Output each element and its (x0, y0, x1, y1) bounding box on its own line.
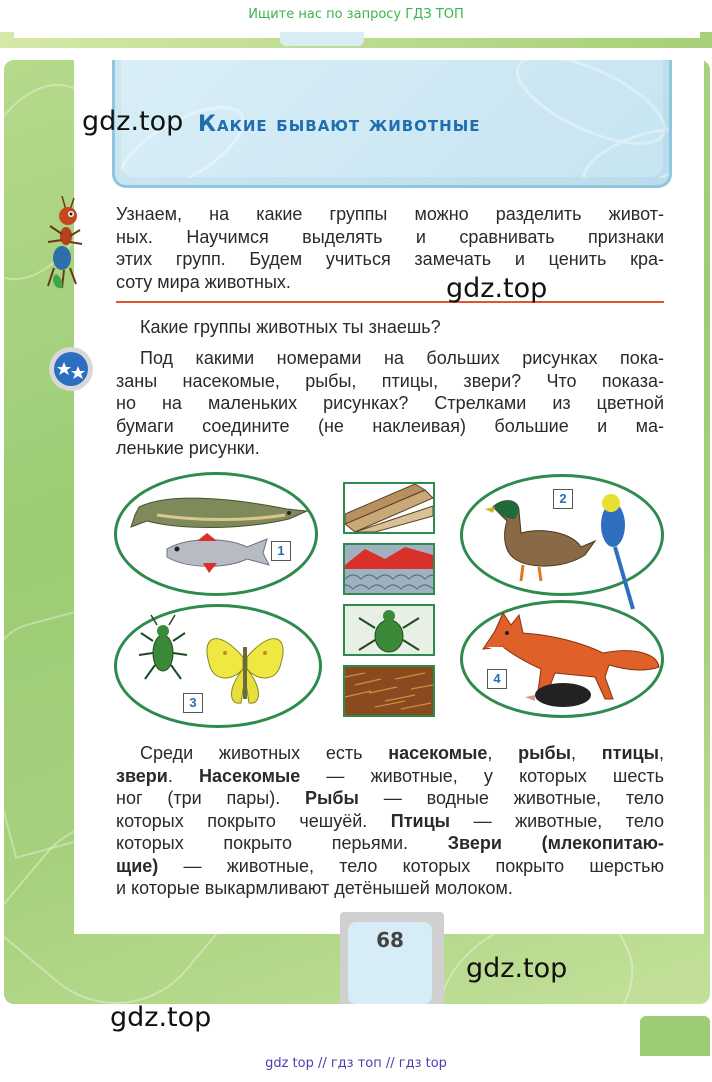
footer-text: gdz top // гдз топ // гдз top (265, 1056, 447, 1071)
summary-text: , (571, 743, 602, 763)
term-highlight: Птицы (390, 810, 451, 831)
mammals-picture (460, 600, 664, 718)
intro-line: ных. Научимся выделять и сравнивать признаки (116, 226, 664, 247)
section-divider (116, 301, 664, 303)
picture-number: 3 (183, 693, 203, 713)
task-line: бумаги соедините (не наклеивая) большие и ма- (116, 415, 664, 436)
summary-text: которых покрыто чешуёй. (116, 810, 391, 831)
summary-text: — водные животные, тело (358, 788, 664, 808)
previous-page-edge (0, 32, 712, 48)
summary-line (116, 855, 664, 878)
summary-text: которых покрыто перьями. (116, 833, 448, 853)
summary-text: , (487, 743, 519, 763)
top-banner (0, 0, 712, 34)
task-line: Под какими номерами на больших рисунках пока- (140, 348, 664, 368)
intro-line: Узнаем, на какие группы можно разделить живот- (116, 204, 664, 224)
intro-line: соту мира животных. (116, 271, 291, 292)
task-line: ленькие рисунки. (116, 438, 260, 458)
summary-line (116, 742, 664, 765)
picture-number: 4 (487, 669, 507, 689)
summary-text: — животные, тело (450, 810, 664, 831)
picture-number: 1 (271, 541, 291, 561)
watermark: gdz.top (110, 1002, 212, 1033)
term-highlight: рыбы (518, 743, 572, 763)
summary-line (116, 787, 664, 810)
birds-picture (460, 474, 664, 596)
summary-line (116, 810, 664, 833)
summary-line (116, 765, 664, 788)
term-highlight: Звери (млекопитаю- (447, 833, 664, 853)
term-highlight: щие) (116, 855, 159, 876)
summary-text: — животные, тело которых покрыто шерстью (158, 855, 664, 876)
task-paragraph (116, 347, 664, 460)
task-line: но на маленьких рисунках? Стрелками из цветной (116, 393, 664, 413)
summary-line (116, 877, 664, 900)
summary-text: , (658, 743, 664, 763)
tile-fish-scales (343, 543, 435, 595)
task-line: заны насекомые, рыбы, птицы, звери? Что показа- (116, 370, 664, 391)
tile-feather (343, 482, 435, 534)
lesson-title: Какие бывают животные (198, 112, 481, 137)
ant-mascot-icon (40, 196, 90, 294)
term-highlight: Насекомые (199, 765, 301, 786)
watermark: gdz.top (466, 953, 568, 984)
insects-picture (114, 604, 322, 728)
page-number: 68 (376, 928, 404, 952)
fish-picture (114, 472, 318, 596)
watermark: gdz.top (82, 106, 184, 137)
question-text: Какие группы животных ты знаешь? (140, 317, 441, 337)
term-highlight: звери (116, 765, 168, 786)
term-highlight: Рыбы (305, 788, 359, 808)
term-highlight: насекомые (388, 743, 488, 763)
tile-fur (343, 665, 435, 717)
watermark: gdz.top (446, 273, 548, 304)
summary-paragraph (116, 742, 664, 900)
summary-text: ног (три пары). (116, 788, 306, 808)
intro-paragraph (116, 203, 664, 293)
term-highlight: птицы (601, 743, 659, 763)
summary-text: Среди животных есть (140, 743, 389, 763)
intro-line: этих групп. Будем учиться замечать и ценить кра- (116, 249, 664, 269)
summary-text: и которые выкармливают детёнышей молоком. (116, 878, 513, 898)
picture-number: 2 (553, 489, 573, 509)
stars-task-icon (48, 346, 94, 392)
tile-beetle (343, 604, 435, 656)
summary-line (116, 832, 664, 855)
question-paragraph (140, 316, 660, 339)
summary-text: — животные, у которых шесть (300, 765, 664, 786)
summary-text: . (167, 765, 200, 786)
top-banner-text: Ищите нас по запросу ГДЗ ТОП (248, 7, 464, 22)
